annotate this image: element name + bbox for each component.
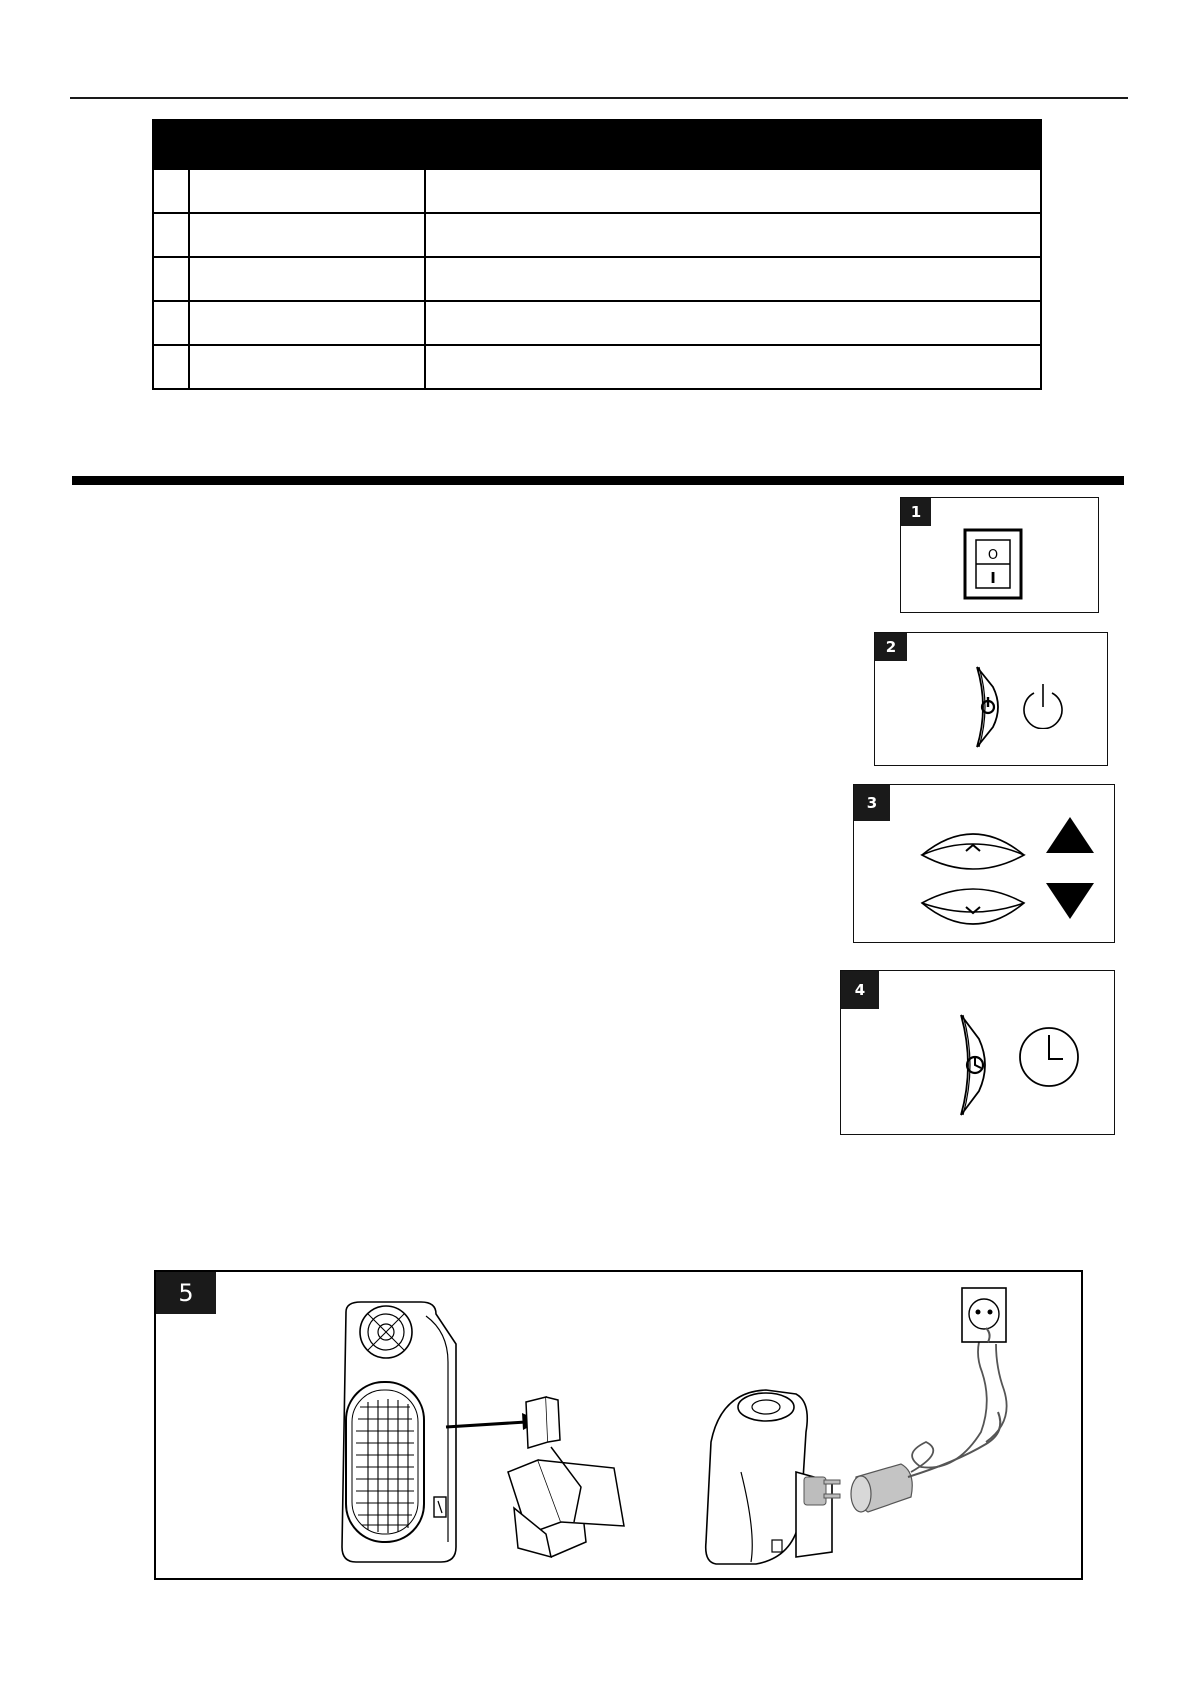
table-cell-number [153,257,189,301]
table-cell-value [425,169,1041,213]
table-cell-value [425,301,1041,345]
table-header-row [153,120,1041,169]
table-cell-number [153,301,189,345]
triangle-down-icon [1044,881,1096,921]
timer-button-icon [939,1011,995,1119]
power-plug [851,1332,1007,1512]
top-rule [70,97,1128,99]
switch-label-on: I [990,569,996,587]
decrease-button-icon [918,875,1028,931]
table-cell-label [189,301,425,345]
table-cell-number [153,213,189,257]
table-cell-number [153,169,189,213]
power-symbol-icon [1019,681,1067,729]
table-cell-value [425,257,1041,301]
heater-front-view [342,1302,456,1562]
table-cell-value [425,345,1041,389]
wall-socket [962,1288,1006,1342]
table-cell-number [153,345,189,389]
figure-5-badge: 5 [156,1272,216,1314]
triangle-up-icon [1044,815,1096,855]
figure-1-panel [900,497,1099,613]
table-row [153,169,1041,213]
table-header-cell [425,120,1041,169]
wall-plug-prongs [804,1477,840,1505]
figure-4-panel [840,970,1115,1135]
table-cell-label [189,257,425,301]
table-row [153,345,1041,389]
table-row [153,213,1041,257]
figure-4-badge: 4 [841,971,879,1009]
table-row [153,301,1041,345]
table-cell-label [189,213,425,257]
wall-mount-heater-illustration [156,1272,1081,1578]
section-divider [72,476,1124,485]
table-row [153,257,1041,301]
figure-2-panel [874,632,1108,766]
table-cell-label [189,169,425,213]
rocker-switch-icon [963,528,1023,600]
figure-5-panel [154,1270,1083,1580]
figure-3-badge: 3 [854,785,890,821]
figure-2-badge: 2 [875,633,907,661]
specifications-table [152,119,1042,390]
figure-1-badge: 1 [901,498,931,526]
table-header-cell [153,120,425,169]
table-cell-label [189,345,425,389]
power-button-icon [955,663,1009,751]
table-cell-value [425,213,1041,257]
switch-label-off: O [987,548,999,563]
clock-symbol-icon [1017,1025,1081,1089]
figure-3-panel [853,784,1115,943]
